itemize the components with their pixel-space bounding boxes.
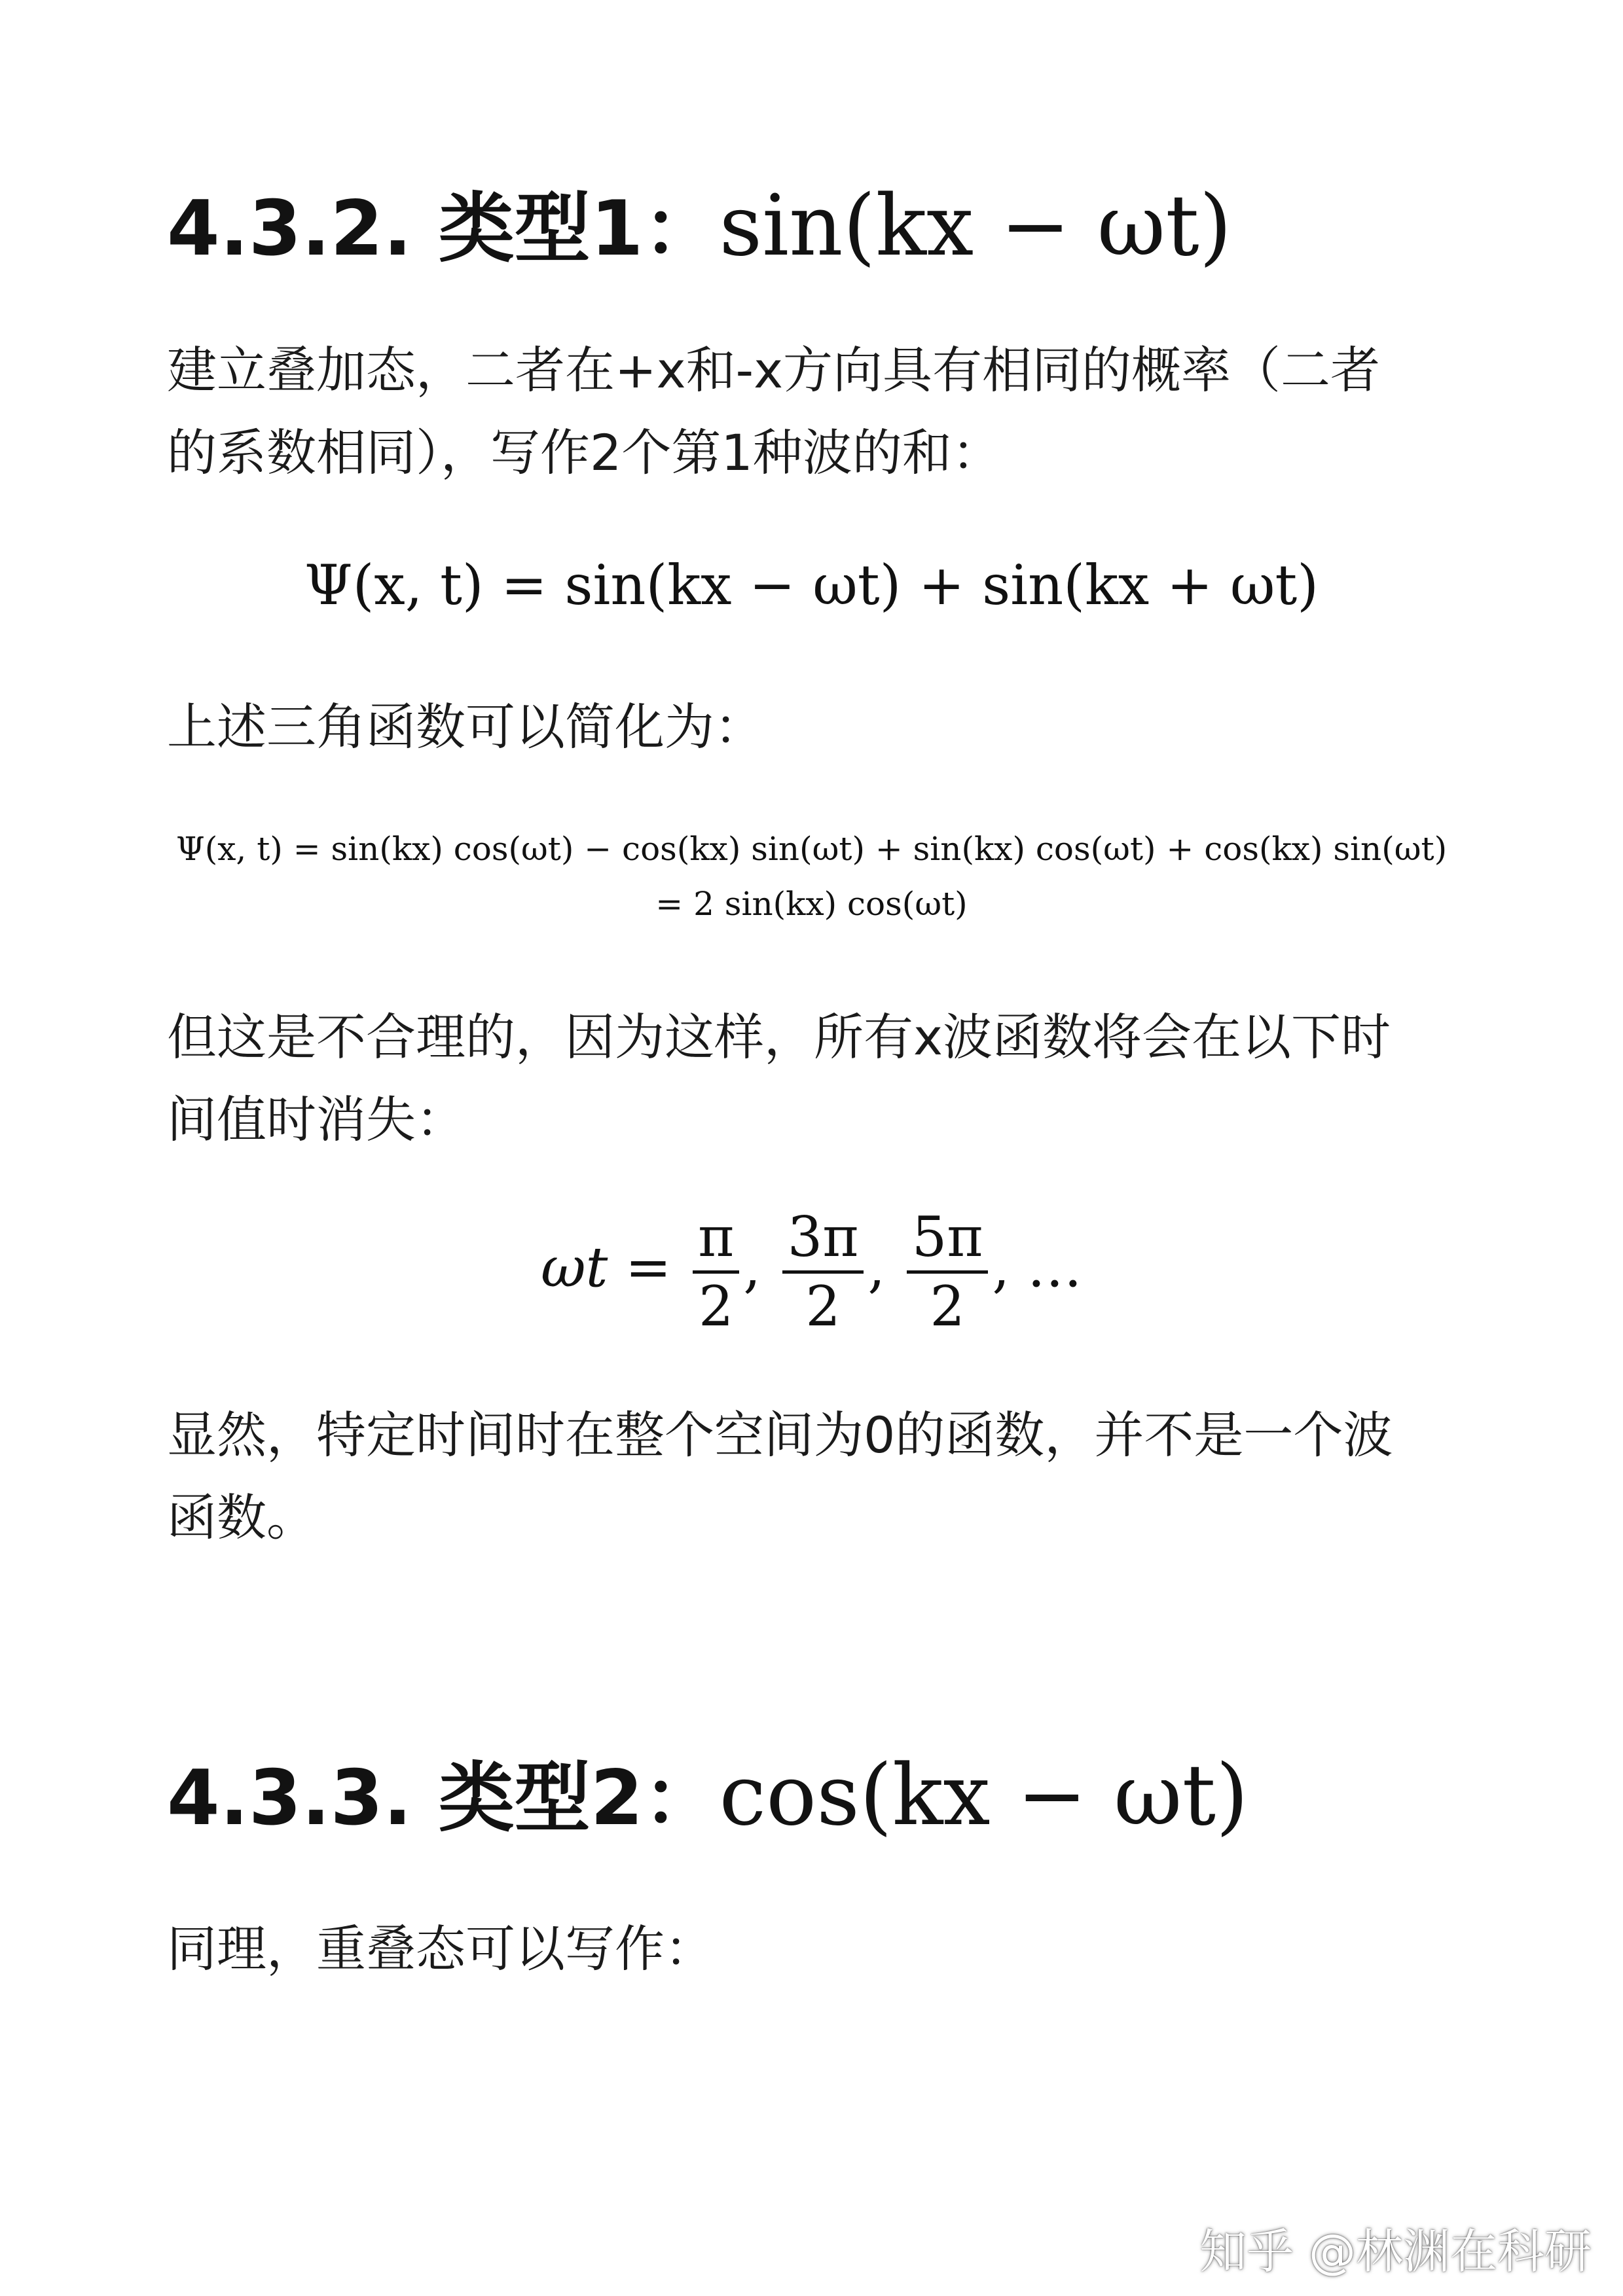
conclusion-line-1: 显然，特定时间时在整个空间为0的函数，并不是一个波 bbox=[167, 1406, 1393, 1464]
zhihu-watermark: 知乎 @林渊在科研 bbox=[1199, 2224, 1592, 2279]
heading-label: 4.3.3. 类型2： bbox=[167, 1754, 720, 1842]
section-heading-4-3-2 bbox=[167, 177, 1232, 275]
intro-line-1: 建立叠加态，二者在+x和-x方向具有相同的概率（二者 bbox=[167, 341, 1381, 399]
fraction-pi-over-2 bbox=[693, 1204, 739, 1340]
heading-math: sin(kx − ωt) bbox=[719, 177, 1232, 275]
fraction-3pi-over-2 bbox=[782, 1204, 864, 1340]
frac2-numerator: 3π bbox=[782, 1204, 864, 1274]
section-heading-4-3-3 bbox=[167, 1747, 1249, 1844]
frac1-numerator: π bbox=[693, 1204, 739, 1274]
equation-expansion bbox=[0, 821, 1623, 931]
eq3-tail: , … bbox=[992, 1235, 1082, 1300]
eq3-lhs: ωt = bbox=[541, 1235, 672, 1300]
equation-expansion-line-1: Ψ(x, t) = sin(kx) cos(ωt) − cos(kx) sin(ωt) + sin(kx) cos(ωt) + cos(kx) sin(ωt) bbox=[175, 830, 1448, 868]
simplify-paragraph: 上述三角函数可以简化为： bbox=[167, 698, 764, 756]
eq3-separator-1: , bbox=[743, 1235, 761, 1300]
problem-line-2: 间值时消失： bbox=[167, 1090, 465, 1149]
frac2-denominator: 2 bbox=[805, 1274, 841, 1338]
conclusion-line-2: 函数。 bbox=[167, 1488, 316, 1547]
frac3-numerator: 5π bbox=[907, 1204, 989, 1274]
equation-superposition: Ψ(x, t) = sin(kx − ωt) + sin(kx + ωt) bbox=[304, 553, 1319, 617]
problem-line-1: 但这是不合理的，因为这样，所有x波函数将会在以下时 bbox=[167, 1008, 1391, 1066]
problem-paragraph bbox=[167, 996, 1476, 1161]
heading-math: cos(kx − ωt) bbox=[719, 1747, 1249, 1844]
frac1-denominator: 2 bbox=[699, 1274, 734, 1338]
heading-label: 4.3.2. 类型1： bbox=[167, 185, 720, 273]
eq3-separator-2: , bbox=[867, 1235, 886, 1300]
equation-vanishing-times bbox=[0, 1204, 1623, 1340]
intro-paragraph bbox=[167, 329, 1476, 494]
section-433-intro: 同理，重叠态可以写作： bbox=[167, 1920, 714, 1978]
conclusion-paragraph bbox=[167, 1394, 1476, 1559]
intro-line-2: 的系数相同），写作2个第1种波的和： bbox=[167, 423, 1002, 482]
equation-expansion-line-2: = 2 sin(kx) cos(ωt) bbox=[655, 885, 968, 923]
fraction-5pi-over-2 bbox=[907, 1204, 989, 1340]
frac3-denominator: 2 bbox=[930, 1274, 965, 1338]
